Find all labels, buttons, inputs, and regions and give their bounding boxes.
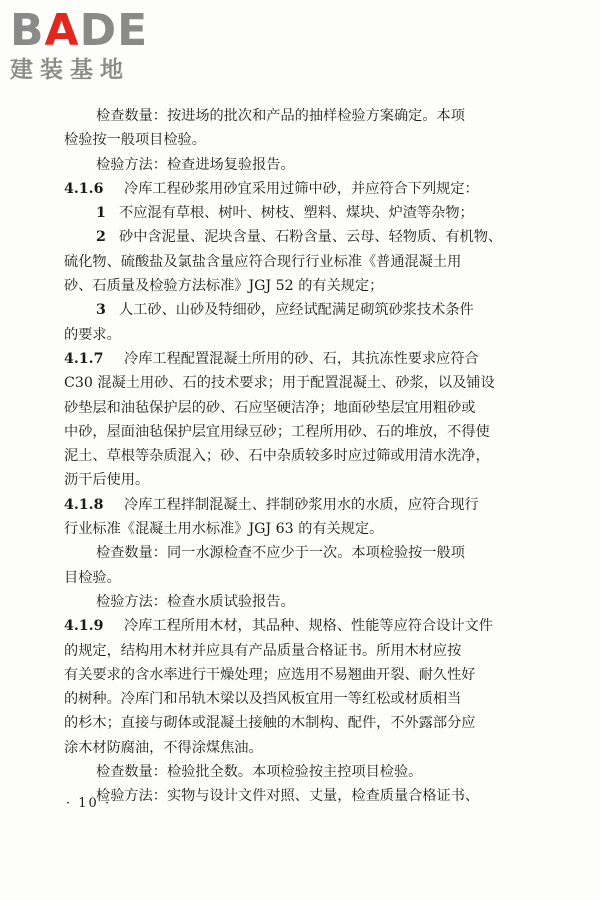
- item-number: 1: [96, 205, 106, 222]
- list-item: 3 人工砂、山砂及特细砂，应经试配满足砌筑砂浆技术条件: [64, 298, 534, 322]
- paragraph-line: 涂木材防腐油，不得涂煤焦油。: [64, 739, 263, 756]
- list-item: 1 不应混有草根、树叶、树枝、塑料、煤块、炉渣等杂物；: [64, 201, 534, 225]
- paragraph-line: 砂垫层和油毡保护层的砂、石应坚硬洁净；地面砂垫层宜用粗砂或: [64, 399, 476, 416]
- item-number: 2: [96, 229, 106, 246]
- paragraph-line: 的树种。冷库门和吊轨木梁以及挡风板宜用一等红松或材质相当: [64, 691, 462, 708]
- clause-number: 4.1.8: [64, 496, 104, 513]
- logo-subtitle: 建装基地: [10, 57, 130, 83]
- paragraph-line: C30 混凝土用砂、石的技术要求；用于配置混凝土、砂浆，以及铺设: [64, 375, 495, 392]
- paragraph-line: 检验方法：实物与设计文件对照、丈量，检查质量合格证书、: [96, 788, 480, 805]
- item-number: 3: [96, 302, 106, 319]
- paragraph-line: 的规定，结构用木材并应具有产品质量合格证书。所用木材应按: [64, 642, 462, 659]
- page-body: [64, 104, 534, 809]
- clause-number: 4.1.7: [64, 350, 104, 367]
- clause-4-1-7: 4.1.7 冷库工程配置混凝土所用的砂、石，其抗冻性要求应符合: [64, 347, 534, 371]
- paragraph-line: 检查数量：同一水源检查不应少于一次。本项检验按一般项: [96, 545, 465, 562]
- paragraph-line: 中砂，屋面油毡保护层宜用绿豆砂；工程所用砂、石的堆放，不得使: [64, 423, 490, 440]
- list-item: 2 砂中含泥量、泥块含量、石粉含量、云母、轻物质、有机物、: [64, 225, 534, 249]
- clause-4-1-6: 4.1.6 冷库工程砂浆用砂宜采用过筛中砂，并应符合下列规定：: [64, 177, 534, 201]
- paragraph-line: 硫化物、硫酸盐及氯盐含量应符合现行行业标准《普通混凝土用: [64, 253, 462, 270]
- paragraph-line: 砂、石质量及检验方法标准》JGJ 52 的有关规定；: [64, 278, 384, 295]
- clause-number: 4.1.6: [64, 180, 104, 197]
- paragraph-line: 行业标准《混凝土用水标准》JGJ 63 的有关规定。: [64, 521, 384, 538]
- clause-4-1-9: 4.1.9 冷库工程所用木材，其品种、规格、性能等应符合设计文件: [64, 614, 534, 638]
- paragraph-line: 检验方法：检查水质试验报告。: [96, 593, 295, 610]
- paragraph-line: 泥土、草根等杂质混入；砂、石中杂质较多时应过筛或用清水洗净，: [64, 448, 490, 465]
- page-number: · 10 ·: [66, 796, 112, 811]
- paragraph-line: 检查数量：按进场的批次和产品的抽样检验方案确定。本项: [96, 108, 465, 124]
- paragraph-line: 检验方法：检查进场复验报告。: [96, 156, 295, 173]
- clause-number: 4.1.9: [64, 618, 104, 635]
- paragraph-line: 沥干后使用。: [64, 472, 150, 489]
- logo-wordmark: BADE: [10, 5, 149, 56]
- paragraph-line: 有关要求的含水率进行干燥处理；应选用不易翘曲开裂、耐久性好: [64, 666, 476, 683]
- clause-4-1-8: 4.1.8 冷库工程拌制混凝土、拌制砂浆用水的水质，应符合现行: [64, 493, 534, 517]
- paragraph-line: 的要求。: [64, 326, 121, 343]
- paragraph-line: 检验按一般项目检验。: [64, 132, 206, 149]
- paragraph-line: 的杉木；直接与砌体或混凝土接触的木制构、配件，不外露部分应: [64, 715, 476, 732]
- paragraph-line: 目检验。: [64, 569, 121, 586]
- bade-logo: [10, 5, 149, 84]
- paragraph-line: 检查数量：检验批全数。本项检验按主控项目检验。: [96, 764, 423, 781]
